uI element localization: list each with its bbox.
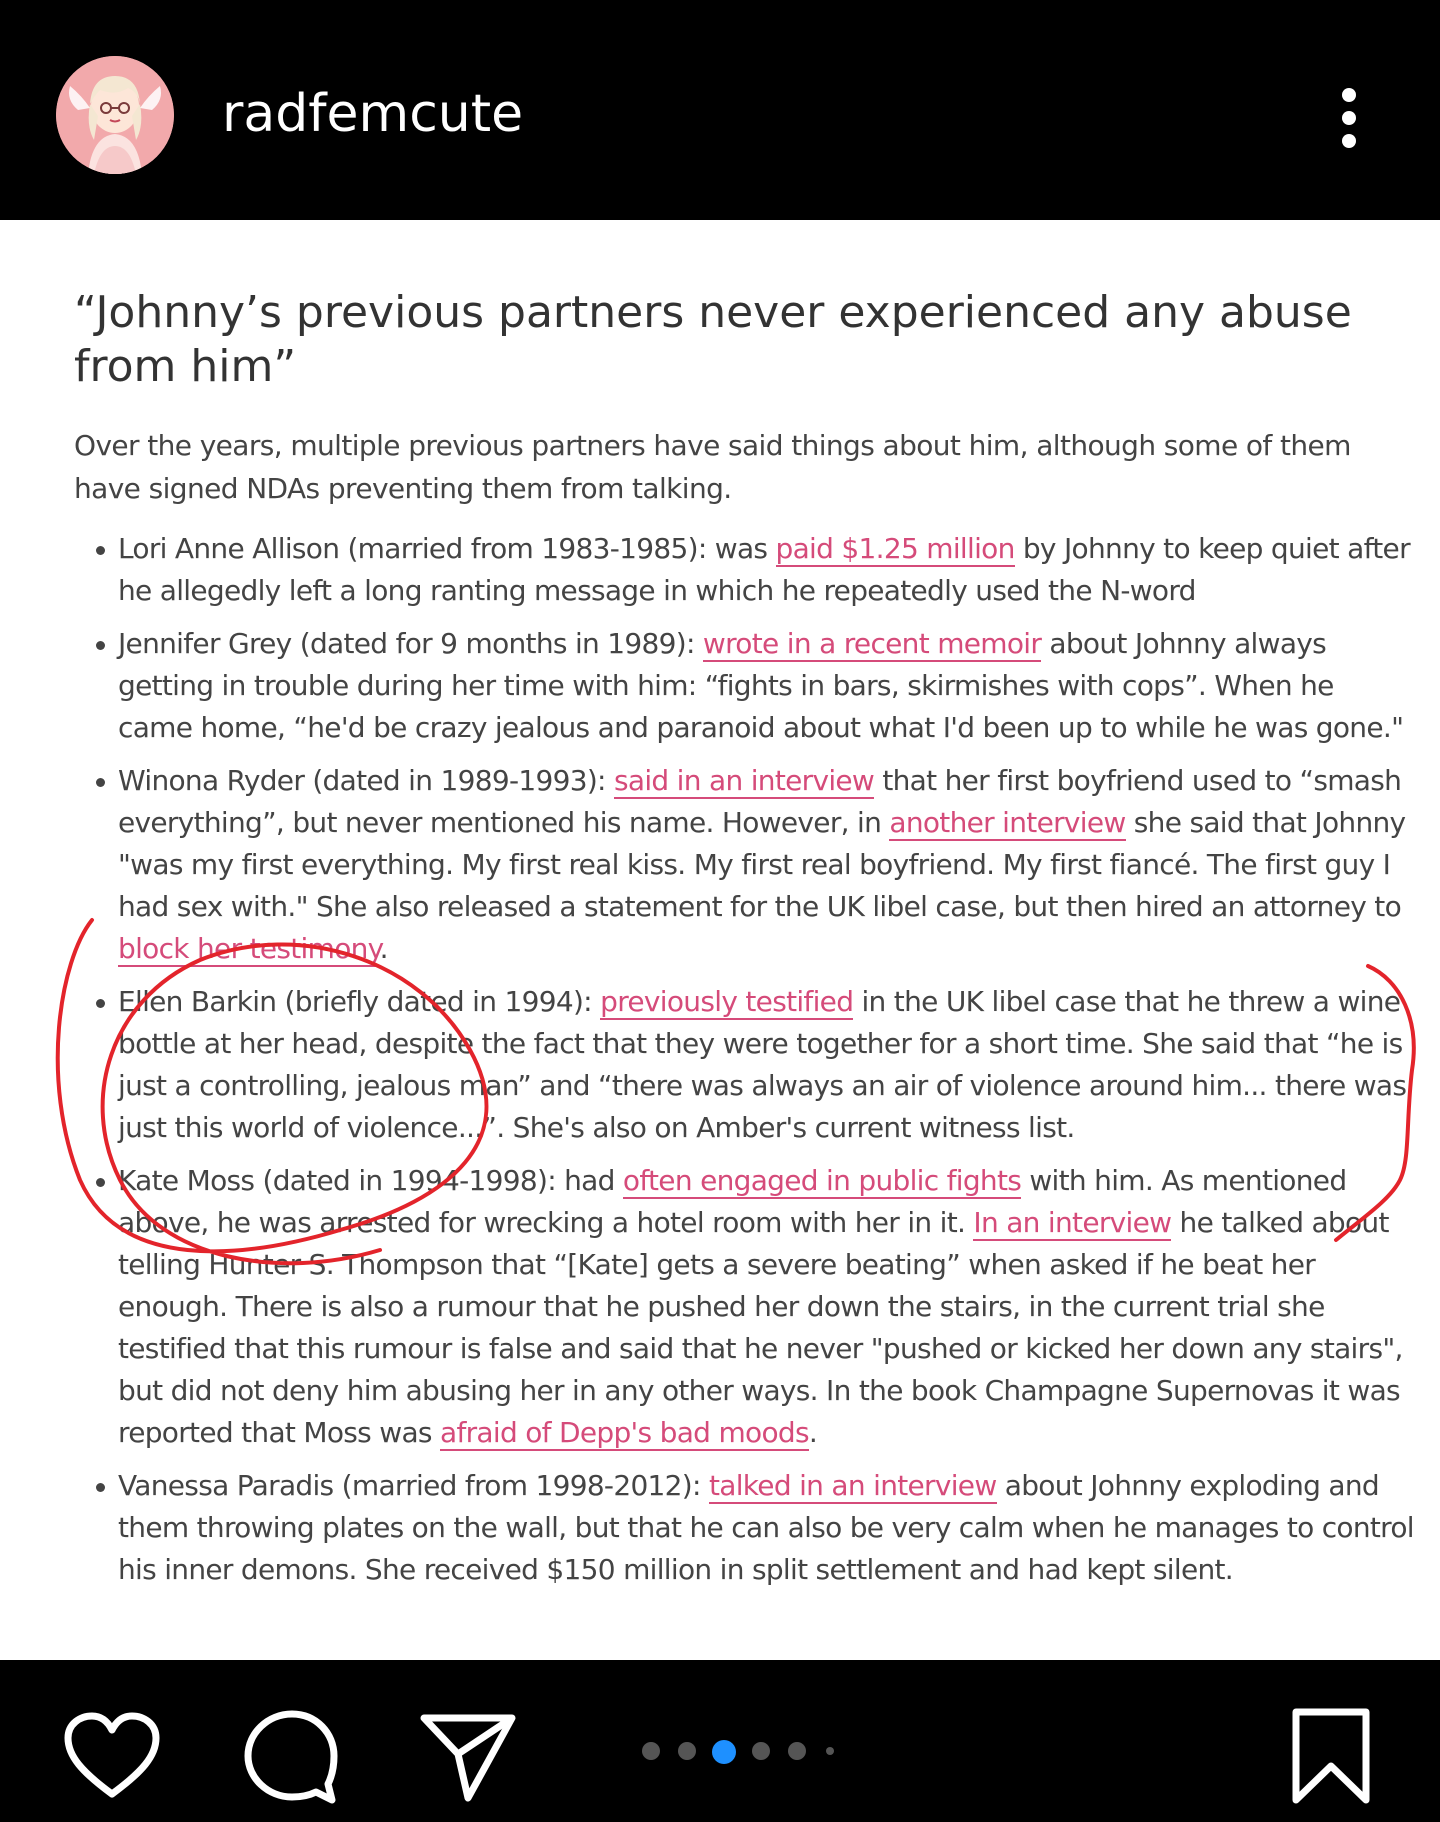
- list-item: Ellen Barkin (briefly dated in 1994): previously testified in the UK libel case that he threw a wine bottle at her head, despite the fact that they were together for a short time. She said that “he is just a controlling, jealous man” and “there was always an air of violence around him... there was just this world of violence...”. She's also on Amber's current witness list.: [74, 981, 1414, 1149]
- list-item: Winona Ryder (dated in 1989-1993): said in an interview that her first boyfriend used to “smash everything”, but never mentioned his name. However, in another interview she said that Johnny "was my first everything. My first real kiss. My first real boyfriend. My first fiancé. The first guy I had sex with." She also released a statement for the UK libel case, but then hired an attorney to block her testimony.: [74, 760, 1414, 970]
- link-bad-moods[interactable]: afraid of Depp's bad moods: [440, 1416, 809, 1449]
- link-in-an-interview[interactable]: In an interview: [973, 1206, 1172, 1239]
- link-block-testimony[interactable]: block her testimony: [118, 932, 380, 965]
- article-title: “Johnny’s previous partners never experienced any abuse from him”: [74, 287, 1352, 392]
- carousel-dot: [678, 1742, 696, 1760]
- profile-avatar-icon[interactable]: [56, 56, 174, 174]
- link-talked-interview[interactable]: talked in an interview: [708, 1469, 997, 1502]
- comment-icon[interactable]: [240, 1706, 340, 1806]
- action-bar: [0, 1660, 1440, 1822]
- link-another-interview[interactable]: another interview: [889, 806, 1126, 839]
- bookmark-icon[interactable]: [1286, 1706, 1376, 1806]
- carousel-dot: [752, 1742, 770, 1760]
- list-item: Jennifer Grey (dated for 9 months in 1989): wrote in a recent memoir about Johnny always getting in trouble during her time with him: “fights in bars, skirmishes with cops”. When he came home, “he'd be crazy jealous and paranoid about what I'd been up to while he was gone.": [74, 623, 1414, 749]
- carousel-dot: [826, 1747, 834, 1755]
- more-vertical-icon[interactable]: [1320, 80, 1380, 156]
- list-item: Kate Moss (dated in 1994-1998): had often engaged in public fights with him. As mentioned above, he was arrested for wrecking a hotel room with her in it. In an interview he talked about telling Hunter S. Thompson that “[Kate] gets a severe beating” when asked if he beat her enough. There is also a rumour that he pushed her down the stairs, in the current trial she testified that this rumour is false and said that he never "pushed or kicked her down any stairs", but did not deny him abusing her in any other ways. In the book Champagne Supernovas it was reported that Moss was afraid of Depp's bad moods.: [74, 1160, 1414, 1454]
- list-item: Vanessa Paradis (married from 1998-2012): talked in an interview about Johnny exploding and them throwing plates on the wall, but that he can also be very calm when he manages to control his inner demons. She received $150 million in split settlement and had kept silent.: [74, 1465, 1414, 1591]
- link-recent-memoir[interactable]: wrote in a recent memoir: [702, 627, 1042, 660]
- link-previously-testified[interactable]: previously testified: [600, 985, 854, 1018]
- link-public-fights[interactable]: often engaged in public fights: [622, 1164, 1022, 1197]
- heart-icon[interactable]: [62, 1710, 162, 1802]
- username[interactable]: radfemcute: [222, 84, 524, 144]
- partners-list: [74, 528, 1414, 1602]
- post-image: [0, 220, 1440, 1660]
- post-header: [0, 0, 1440, 220]
- carousel-dot-active: [712, 1740, 736, 1764]
- list-item: Lori Anne Allison (married from 1983-1985): was paid $1.25 million by Johnny to keep quiet after he allegedly left a long ranting message in which he repeatedly used the N-word: [74, 528, 1414, 612]
- link-interview[interactable]: said in an interview: [613, 764, 875, 797]
- carousel-dot: [788, 1742, 806, 1760]
- carousel-dot: [642, 1742, 660, 1760]
- article-intro: Over the years, multiple previous partners have said things about him, although some of them have signed NDAs preventing them from talking.: [74, 429, 1351, 505]
- send-icon[interactable]: [418, 1708, 518, 1804]
- carousel-indicator: [640, 1740, 840, 1764]
- link-paid-million[interactable]: paid $1.25 million: [775, 532, 1015, 565]
